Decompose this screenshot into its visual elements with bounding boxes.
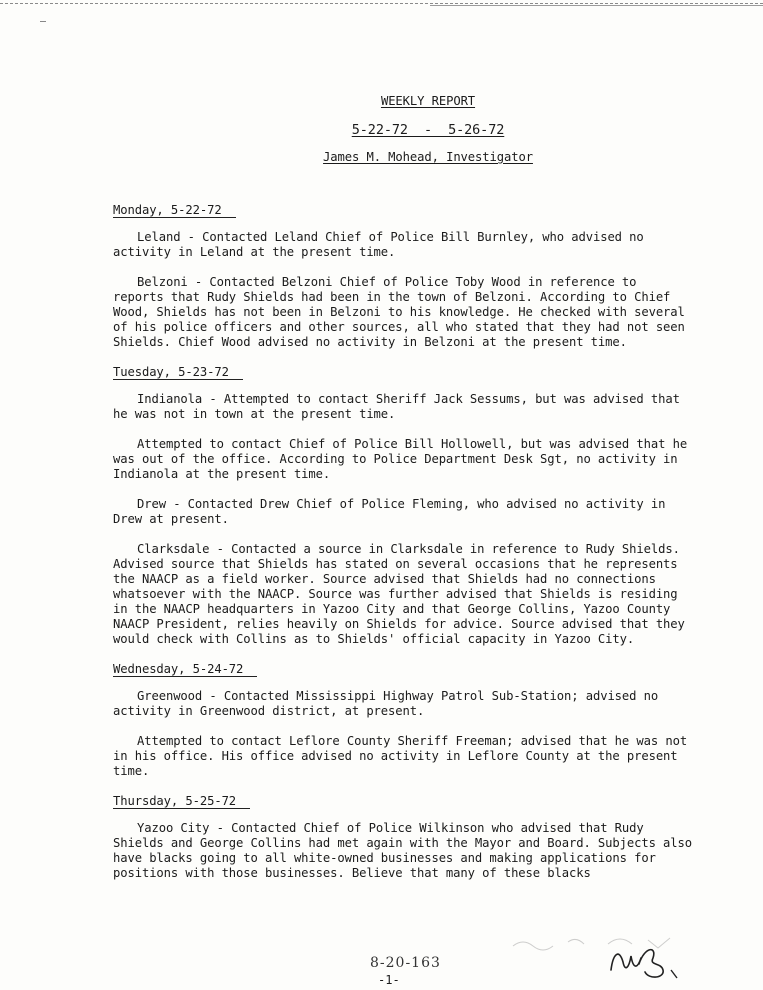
day-heading-monday: Monday, 5-22-72	[113, 203, 693, 218]
paragraph: Indianola - Attempted to contact Sheriff Jack Sessums, but was advised that he was not in town at the present time.	[113, 392, 680, 421]
paragraph: Attempted to contact Chief of Police Bill Hollowell, but was advised that he was out of the office. According to Police Department Desk Sgt, no activity in Indianola at the present time.	[113, 437, 688, 481]
top-border-line	[0, 3, 763, 4]
margin-mark	[40, 21, 46, 22]
report-title: WEEKLY REPORT	[380, 94, 476, 108]
top-border-line-right	[430, 5, 763, 6]
paragraph: Belzoni - Contacted Belzoni Chief of Police Toby Wood in reference to reports that Rudy Shields had been in the town of Belzoni. According to Chief Wood, Shields has not been in Belzoni to his knowledge. He checked with several of his police officers and other sources, all who stated that they had not seen Shields. Chief Wood advised no activity in Belzoni at the present time.	[113, 275, 685, 349]
paragraph: Attempted to contact Leflore County Sheriff Freeman; advised that he was not in his office. His office advised no activity in Leflore County at the present time.	[113, 734, 688, 778]
investigator-name: James M. Mohead, Investigator	[323, 150, 533, 164]
report-body	[113, 90, 693, 896]
day-heading-tuesday: Tuesday, 5-23-72	[113, 365, 693, 380]
paragraph: Leland - Contacted Leland Chief of Police Bill Burnley, who advised no activity in Leland at the present time.	[113, 230, 644, 259]
day-heading-thursday: Thursday, 5-25-72	[113, 794, 693, 809]
paragraph: Greenwood - Contacted Mississippi Highway Patrol Sub-Station; advised no activity in Greenwood district, at present.	[113, 689, 659, 718]
handwritten-initials-signature	[605, 940, 685, 982]
file-number: 8-20-163	[370, 955, 441, 971]
report-dates-row	[163, 123, 693, 138]
paragraph: Clarksdale - Contacted a source in Clarksdale in reference to Rudy Shields. Advised source that Shields has stated on several occasions that he represents the NAACP as a field worker. Source advised that Shields had no connections whatsoever with the NAACP. Source was further advised that Shields is residing in the NAACP headquarters in Yazoo City and that George Collins, Yazoo County NAACP President, relies heavily on Shields for advice. Source advised that they would check with Collins as to Shields' official capacity in Yazoo City.	[113, 542, 685, 646]
report-date-range: 5-22-72 - 5-26-72	[351, 122, 505, 138]
report-title-row	[163, 94, 693, 109]
paragraph: Yazoo City - Contacted Chief of Police Wilkinson who advised that Rudy Shields and George Collins had met again with the Mayor and Board. Subjects also have blacks going to all white-owned businesses and making applications for positions with those businesses. Believe that many of these blacks	[113, 821, 693, 880]
page-number: -1-	[378, 973, 400, 987]
investigator-row	[163, 150, 693, 165]
paragraph: Drew - Contacted Drew Chief of Police Fleming, who advised no activity in Drew at present.	[113, 497, 666, 526]
day-heading-wednesday: Wednesday, 5-24-72	[113, 662, 693, 677]
